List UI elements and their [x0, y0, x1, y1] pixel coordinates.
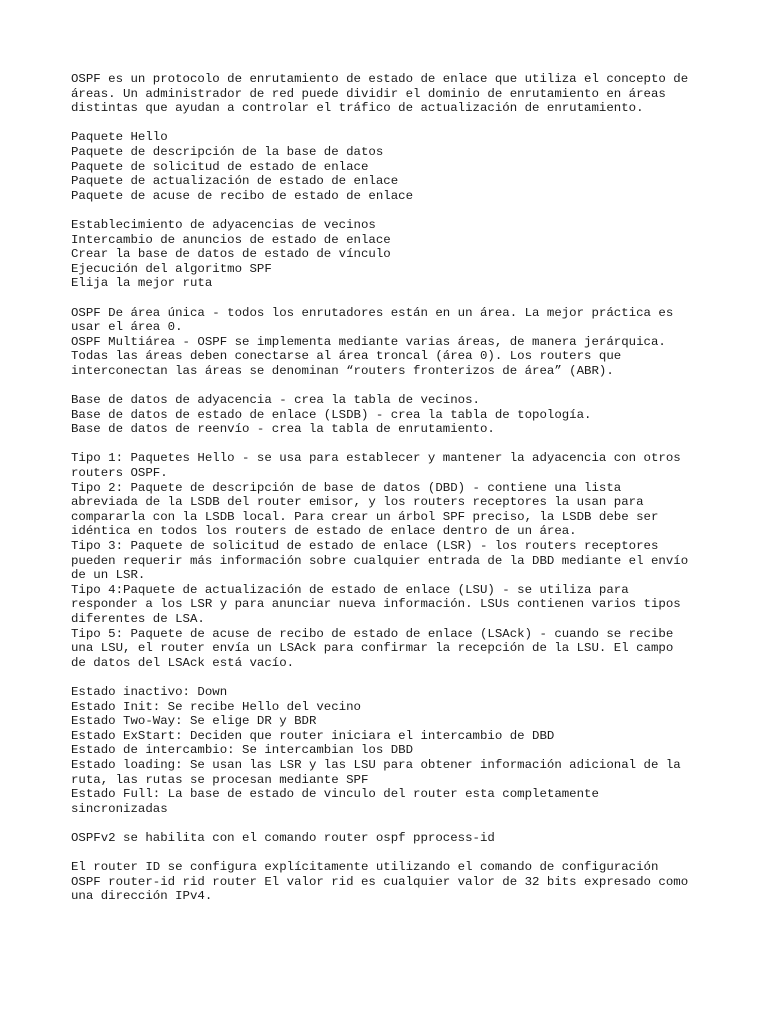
- text-line: Tipo 5: Paquete de acuse de recibo de estado de enlace (LSAck) - cuando se recibe: [71, 626, 674, 641]
- text-line: Estado ExStart: Deciden que router iniciara el intercambio de DBD: [71, 728, 555, 743]
- text-line: sincronizadas: [71, 801, 168, 816]
- paragraph-packet-types: [71, 130, 711, 203]
- text-line: compararla con la LSDB local. Para crear un árbol SPF preciso, la LSDB debe ser: [71, 509, 659, 524]
- text-line: usar el área 0.: [71, 320, 183, 335]
- text-line: Paquete de acuse de recibo de estado de enlace: [71, 188, 414, 203]
- text-line: ruta, las rutas se procesan mediante SPF: [71, 772, 369, 787]
- paragraph-ospf-intro: [71, 72, 711, 116]
- text-line: Paquete de solicitud de estado de enlace: [71, 159, 369, 174]
- paragraph-ospfv2-enable: [71, 831, 711, 846]
- paragraph-operation-steps: [71, 218, 711, 291]
- text-line: Elija la mejor ruta: [71, 276, 213, 291]
- text-line: Estado inactivo: Down: [71, 684, 228, 699]
- text-line: Estado loading: Se usan las LSR y las LSU para obtener información adicional de la: [71, 757, 681, 772]
- text-line: de un LSR.: [71, 568, 146, 583]
- paragraph-packet-type-details: [71, 451, 711, 670]
- text-line: una LSU, el router envía un LSAck para confirmar la recepción de la LSU. El campo: [71, 641, 674, 656]
- text-line: Paquete de descripción de la base de datos: [71, 144, 384, 159]
- text-line: routers OSPF.: [71, 466, 168, 481]
- text-line: El router ID se configura explícitamente utilizando el comando de configuración: [71, 860, 659, 875]
- text-line: de datos del LSAck está vacío.: [71, 655, 295, 670]
- text-line: Estado de intercambio: Se intercambian los DBD: [71, 743, 414, 758]
- paragraph-router-id: [71, 860, 711, 904]
- text-line: Tipo 1: Paquetes Hello - se usa para establecer y mantener la adyacencia con otros: [71, 451, 681, 466]
- text-line: Estado Two-Way: Se elige DR y BDR: [71, 714, 317, 729]
- text-line: pueden requerir más información sobre cualquier entrada de la DBD mediante el envío: [71, 553, 689, 568]
- paragraph-single-multi-area: [71, 306, 711, 379]
- text-line: Base de datos de adyacencia - crea la tabla de vecinos.: [71, 393, 480, 408]
- text-line: interconectan las áreas se denominan “routers fronterizos de área” (ABR).: [71, 363, 614, 378]
- text-line: Estado Full: La base de estado de vinculo del router esta completamente: [71, 787, 599, 802]
- text-line: Tipo 4:Paquete de actualización de estado de enlace (LSU) - se utiliza para: [71, 582, 629, 597]
- text-line: Base de datos de estado de enlace (LSDB) - crea la tabla de topología.: [71, 407, 592, 422]
- document-page: [71, 72, 711, 918]
- text-line: una dirección IPv4.: [71, 889, 213, 904]
- text-line: Tipo 3: Paquete de solicitud de estado de enlace (LSR) - los routers receptores: [71, 539, 659, 553]
- text-line: OSPF router-id rid router El valor rid es cualquier valor de 32 bits expresado como: [71, 874, 689, 889]
- text-line: OSPF es un protocolo de enrutamiento de estado de enlace que utiliza el concepto de: [71, 72, 689, 86]
- text-line: Base de datos de reenvío - crea la tabla de enrutamiento.: [71, 422, 495, 437]
- paragraph-neighbor-states: [71, 685, 711, 816]
- text-line: Estado Init: Se recibe Hello del vecino: [71, 699, 361, 714]
- text-line: Todas las áreas deben conectarse al área troncal (área 0). Los routers que: [71, 349, 622, 364]
- text-line: Paquete de actualización de estado de enlace: [71, 174, 399, 189]
- text-line: OSPF Multiárea - OSPF se implementa mediante varias áreas, de manera jerárquica.: [71, 334, 666, 349]
- text-line: OSPFv2 se habilita con el comando router ospf pprocess-id: [71, 830, 495, 845]
- text-line: responder a los LSR y para anunciar nueva información. LSUs contienen varios tipos: [71, 597, 681, 612]
- text-line: áreas. Un administrador de red puede dividir el dominio de enrutamiento en áreas: [71, 86, 666, 101]
- text-line: Intercambio de anuncios de estado de enlace: [71, 232, 391, 247]
- text-line: diferentes de LSA.: [71, 611, 205, 626]
- text-line: Establecimiento de adyacencias de vecinos: [71, 217, 376, 232]
- text-line: Paquete Hello: [71, 130, 168, 145]
- text-line: idéntica en todos los routers de estado de enlace dentro de un área.: [71, 524, 577, 539]
- text-line: OSPF De área única - todos los enrutadores están en un área. La mejor práctica es: [71, 305, 674, 320]
- text-line: abreviada de la LSDB del router emisor, y los routers receptores la usan para: [71, 495, 644, 510]
- text-line: distintas que ayudan a controlar el tráfico de actualización de enrutamiento.: [71, 101, 644, 116]
- paragraph-databases: [71, 393, 711, 437]
- text-line: Crear la base de datos de estado de vínculo: [71, 247, 391, 262]
- text-line: Ejecución del algoritmo SPF: [71, 261, 272, 276]
- text-line: Tipo 2: Paquete de descripción de base de datos (DBD) - contiene una lista: [71, 480, 622, 495]
